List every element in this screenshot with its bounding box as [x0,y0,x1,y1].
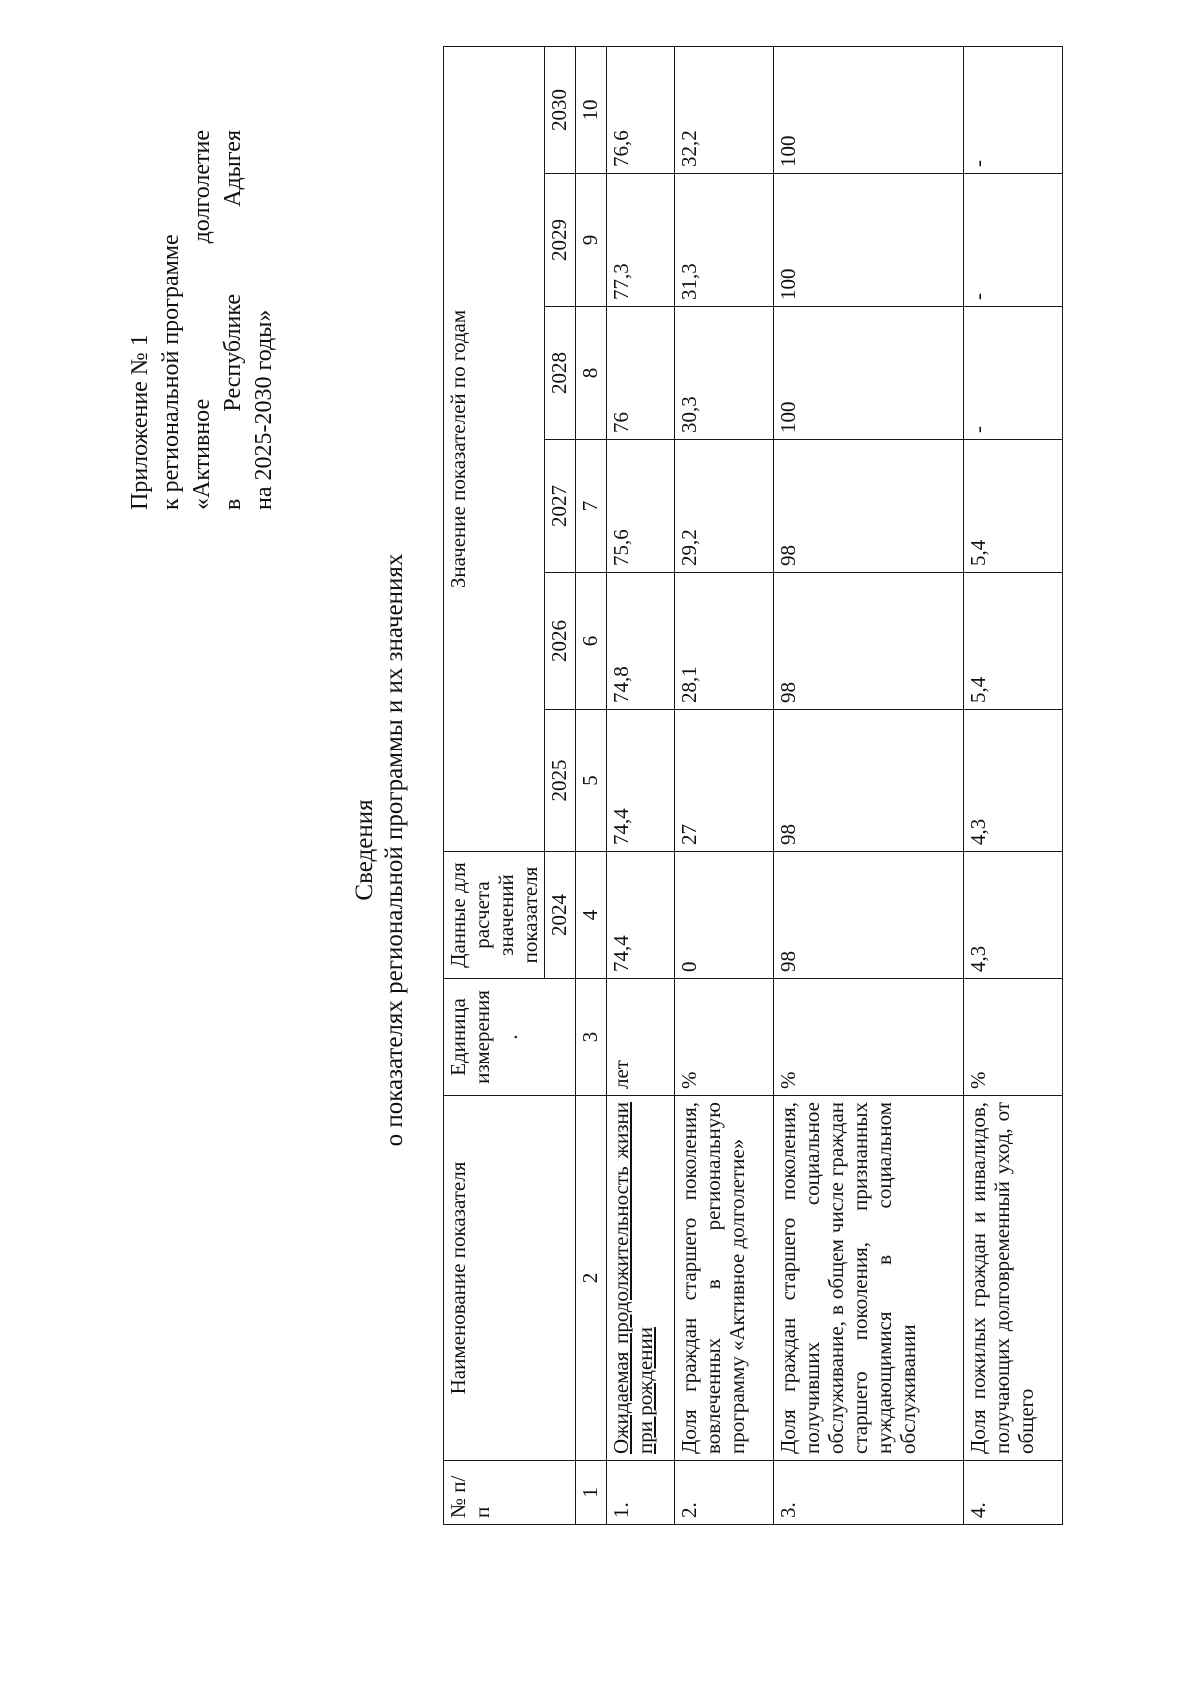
row-value: 77,3 [607,174,675,307]
annex-line-4 [218,130,249,510]
year-cell-base: 2024 [545,852,576,979]
row-value: 76,6 [607,46,675,173]
table-row [964,46,1063,1524]
column-number: 4 [576,852,607,979]
column-number: 6 [576,573,607,710]
header-unit-mark: · [504,1033,528,1041]
header-name: Наименование показателя [444,1096,576,1461]
row-value: 98 [773,440,964,573]
header-base: Данные для расчета значений показателя [444,852,545,979]
row-value: 75,6 [607,440,675,573]
row-num: 1. [607,1461,675,1525]
column-number: 10 [576,46,607,173]
year-cell: 2025 [545,710,576,852]
column-number: 8 [576,307,607,440]
row-name [607,1096,675,1461]
annex-line-5: на 2025-2030 годы» [251,309,277,510]
row-name-text: Ожидаемая продолжительность жизни при рождении [609,1102,657,1454]
column-number: 7 [576,440,607,573]
row-value: 32,2 [674,46,773,173]
header-row [444,46,545,1524]
column-number-row [576,46,607,1524]
row-num: 4. [964,1461,1063,1525]
annex-line-2: к региональной программе [158,234,184,510]
row-value: 5,4 [964,573,1063,710]
column-number: 1 [576,1461,607,1525]
row-value: 28,1 [674,573,773,710]
column-number: 3 [576,979,607,1096]
row-value: - [964,46,1063,173]
table-row [607,46,675,1524]
row-value: 29,2 [674,440,773,573]
row-value: 100 [773,46,964,173]
row-value: - [964,307,1063,440]
row-value: 100 [773,307,964,440]
year-cell: 2028 [545,307,576,440]
row-value: 100 [773,174,964,307]
row-value: 74,8 [607,573,675,710]
row-unit: лет [607,979,675,1096]
year-cell: 2027 [545,440,576,573]
row-name: Доля пожилых граждан и инвалидов, получающих долговременный уход, от общего [964,1096,1063,1461]
year-cell: 2030 [545,46,576,173]
row-unit: % [773,979,964,1096]
row-base: 74,4 [607,852,675,979]
row-value: 76 [607,307,675,440]
row-base: 0 [674,852,773,979]
row-base: 4,3 [964,852,1063,979]
row-unit: % [964,979,1063,1096]
row-value: 98 [773,573,964,710]
header-unit [444,979,576,1096]
row-num: 3. [773,1461,964,1525]
annex-word: Республике [220,293,246,412]
row-value: 74,4 [607,710,675,852]
row-value: 98 [773,710,964,852]
annex-word: «Активное [189,398,215,510]
row-name: Доля граждан старшего поколения, вовлеченных в региональную программу «Активное долголетие» [674,1096,773,1461]
row-value: 27 [674,710,773,852]
row-num: 2. [674,1461,773,1525]
row-name: Доля граждан старшего поколения, получивших социальное обслуживание, в общем числе граждан старшего поколения, признанных нуждающимися в социальном обслуживании [773,1096,964,1461]
document-title: Сведения [351,799,378,901]
table-row [674,46,773,1524]
column-number: 9 [576,174,607,307]
header-unit-label: Единица измерения [446,990,494,1084]
annex-word: долголетие [189,130,215,244]
row-value: 31,3 [674,174,773,307]
row-value: 5,4 [964,440,1063,573]
header-num: № п/п [444,1461,576,1525]
annex-line-1: Приложение № 1 [127,334,153,510]
indicators-table [443,46,1063,1525]
header-years-group: Значение показателей по годам [444,46,545,851]
year-cell: 2026 [545,573,576,710]
year-cell: 2029 [545,174,576,307]
annex-word: в [220,498,246,510]
row-value: - [964,174,1063,307]
column-number: 5 [576,710,607,852]
annex-block [125,130,280,510]
row-base: 98 [773,852,964,979]
document-subtitle: о показателях региональной программы и их значениях [381,553,408,1147]
row-unit: % [674,979,773,1096]
annex-line-3 [187,130,218,510]
row-value: 4,3 [964,710,1063,852]
column-number: 2 [576,1096,607,1461]
table-row [773,46,964,1524]
annex-word: Адыгея [220,130,246,207]
row-value: 30,3 [674,307,773,440]
